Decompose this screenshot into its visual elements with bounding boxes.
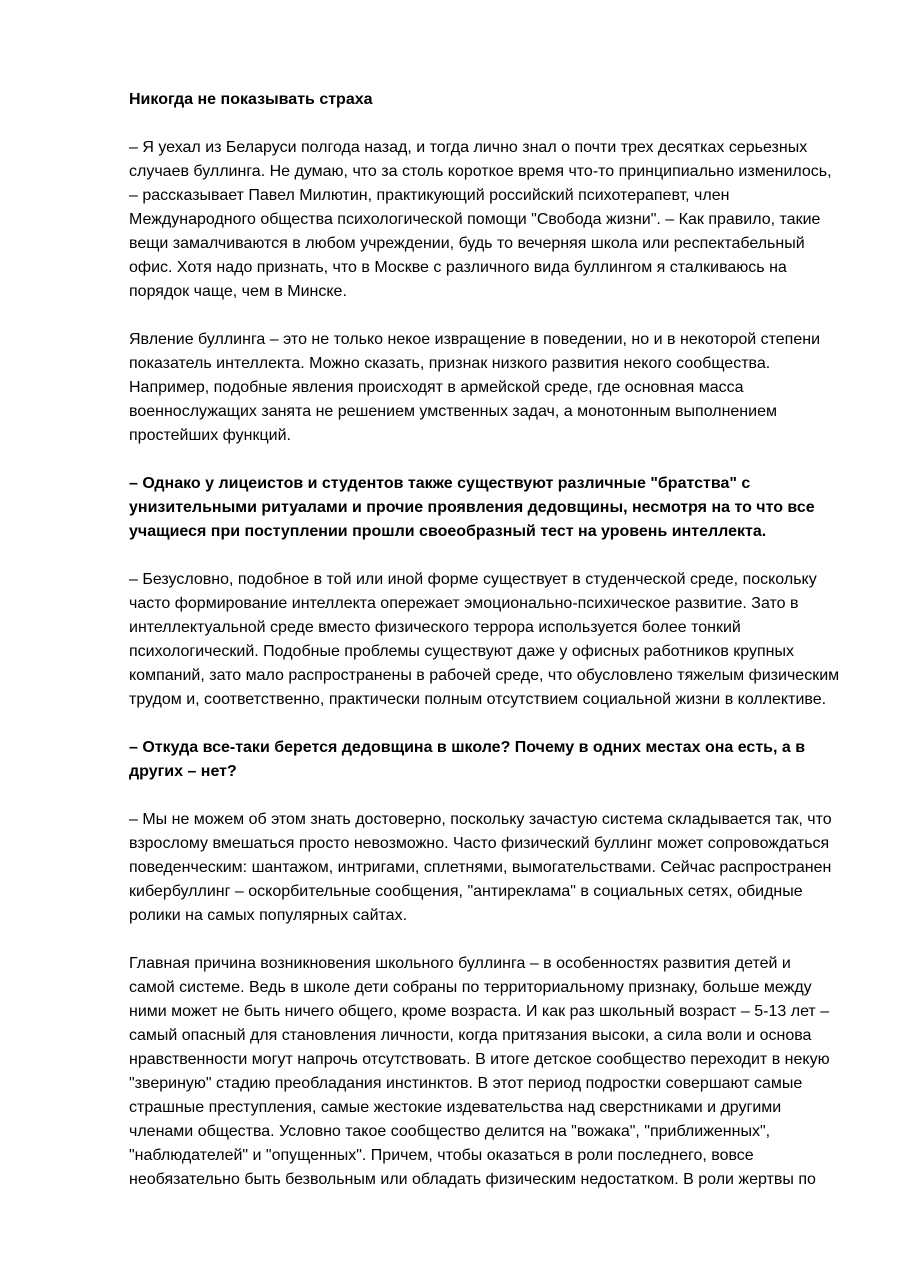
question-paragraph — [129, 736, 849, 784]
text-line: Международного общества психологической помощи "Свобода жизни". – Как правило, такие — [129, 211, 821, 228]
text-line: интеллектуальной среде вместо физического террора используется более тонкий — [129, 619, 741, 636]
text-line: вещи замалчиваются в любом учреждении, будь то вечерняя школа или респектабельный — [129, 235, 805, 252]
text-line: взрослому вмешаться просто невозможно. Часто физический буллинг может сопровождаться — [129, 835, 830, 852]
text-line: – Однако у лицеистов и студентов также существуют различные "братства" с — [129, 475, 751, 492]
text-line: – Откуда все-таки берется дедовщина в школе? Почему в одних местах она есть, а в — [129, 739, 806, 756]
text-line: унизительными ритуалами и прочие проявления дедовщины, несмотря на то что все — [129, 499, 815, 516]
text-line: членами общества. Условно такое сообщество делится на "вожака", "приближенных", — [129, 1123, 771, 1140]
text-line: – Безусловно, подобное в той или иной форме существует в студенческой среде, поскольку — [129, 571, 817, 588]
document-page — [129, 88, 849, 1216]
text-line: нравственности могут напрочь отсутствовать. В итоге детское сообщество переходит в некую — [129, 1051, 830, 1068]
text-line: Главная причина возникновения школьного буллинга – в особенностях развития детей и — [129, 955, 791, 972]
body-paragraph — [129, 952, 849, 1192]
text-line: ними может не быть ничего общего, кроме возраста. И как раз школьный возраст – 5-13 лет – — [129, 1003, 830, 1020]
text-line: военнослужащих занята не решением умственных задач, а монотонным выполнением — [129, 403, 777, 420]
text-line: простейших функций. — [129, 427, 291, 444]
text-line: других – нет? — [129, 763, 237, 780]
text-line: – рассказывает Павел Милютин, практикующий российский психотерапевт, член — [129, 187, 730, 204]
text-line: показатель интеллекта. Можно сказать, признак низкого развития некого сообщества. — [129, 355, 771, 372]
text-line: поведенческим: шантажом, интригами, сплетнями, вымогательствами. Сейчас распространен — [129, 859, 832, 876]
text-line: "звериную" стадию преобладания инстинктов. В этот период подростки совершают самые — [129, 1075, 803, 1092]
body-paragraph — [129, 808, 849, 928]
text-line: – Я уехал из Беларуси полгода назад, и тогда лично знал о почти трех десятках серьезных — [129, 139, 808, 156]
body-paragraph — [129, 136, 849, 304]
text-line: "наблюдателей" и "опущенных". Причем, чтобы оказаться в роли последнего, вовсе — [129, 1147, 754, 1164]
text-line: необязательно быть безвольным или обладать физическим недостатком. В роли жертвы по — [129, 1171, 816, 1188]
document-title: Никогда не показывать страха — [129, 91, 373, 108]
text-line: Явление буллинга – это не только некое извращение в поведении, но и в некоторой степени — [129, 331, 821, 348]
text-line: часто формирование интеллекта опережает эмоционально-психическое развитие. Зато в — [129, 595, 799, 612]
text-line: трудом и, соответственно, практически полным отсутствием социальной жизни в коллективе. — [129, 691, 827, 708]
text-line: порядок чаще, чем в Минске. — [129, 283, 347, 300]
question-paragraph — [129, 472, 849, 544]
body-paragraph — [129, 328, 849, 448]
text-line: самый опасный для становления личности, когда притязания высоки, а сила воли и основа — [129, 1027, 812, 1044]
text-line: страшные преступления, самые жестокие издевательства над сверстниками и другими — [129, 1099, 782, 1116]
text-line: случаев буллинга. Не думаю, что за столь короткое время что-то принципиально изменилось, — [129, 163, 832, 180]
text-line: кибербуллинг – оскорбительные сообщения, "антиреклама" в социальных сетях, обидные — [129, 883, 803, 900]
text-line: психологический. Подобные проблемы существуют даже у офисных работников крупных — [129, 643, 795, 660]
text-line: – Мы не можем об этом знать достоверно, поскольку зачастую система складывается так, что — [129, 811, 832, 828]
text-line: ролики на самых популярных сайтах. — [129, 907, 408, 924]
text-line: Например, подобные явления происходят в армейской среде, где основная масса — [129, 379, 744, 396]
text-line: самой системе. Ведь в школе дети собраны по территориальному признаку, больше между — [129, 979, 812, 996]
body-paragraph — [129, 568, 849, 712]
text-line: офис. Хотя надо признать, что в Москве с различного вида буллингом я сталкиваюсь на — [129, 259, 787, 276]
document-body — [129, 136, 849, 1192]
text-line: учащиеся при поступлении прошли своеобразный тест на уровень интеллекта. — [129, 523, 767, 540]
text-line: компаний, зато мало распространены в рабочей среде, что обусловлено тяжелым физическим — [129, 667, 840, 684]
